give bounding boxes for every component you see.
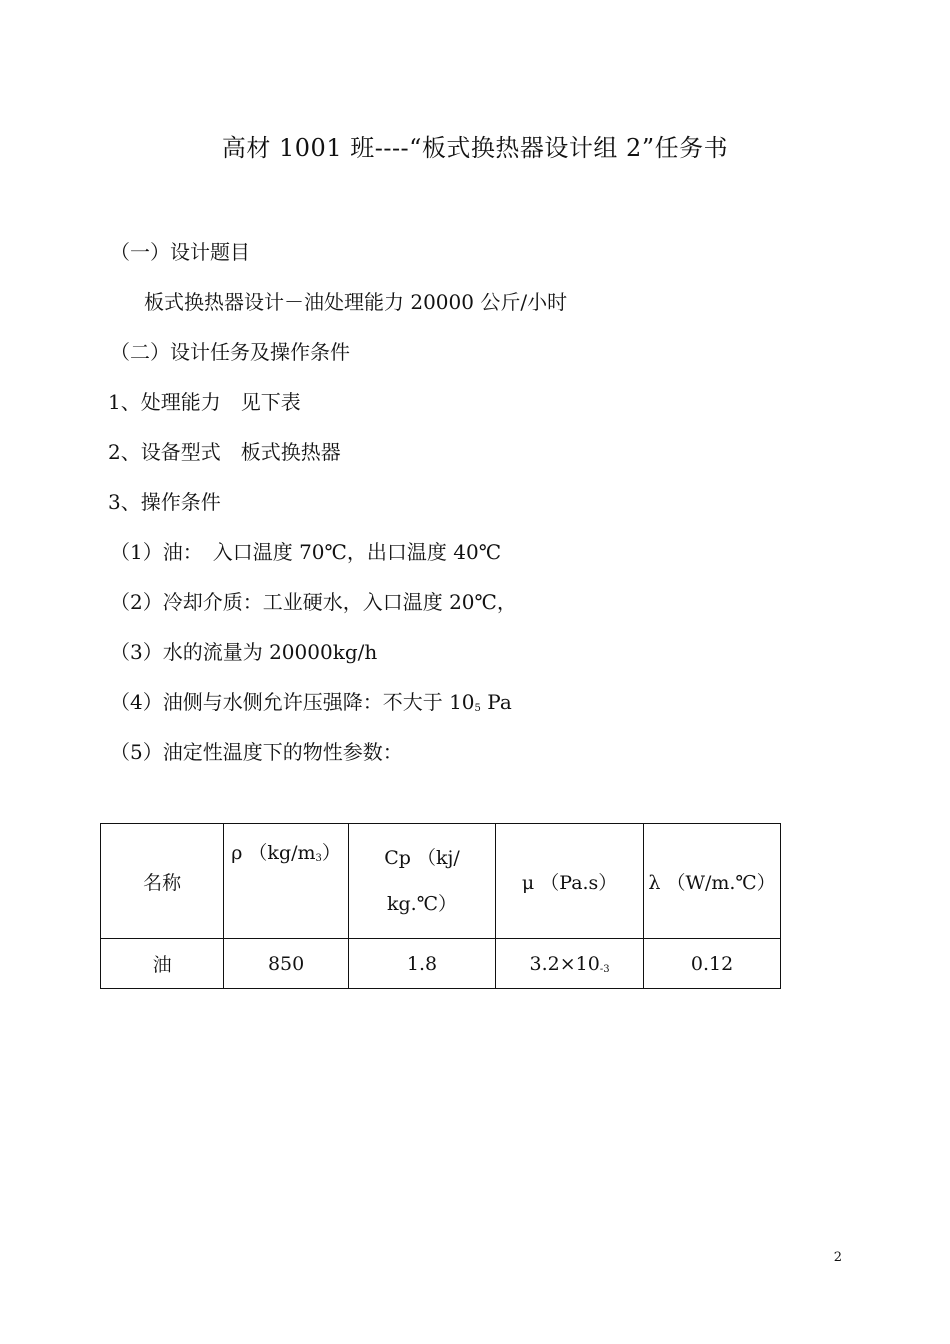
pressure-drop-unit: Pa [480, 690, 512, 714]
condition-oil: （1）油： 入口温度 70℃，出口温度 40℃ [110, 540, 502, 564]
condition-coolant: （2）冷却介质：工业硬水，入口温度 20℃， [110, 590, 517, 614]
section1-content: 板式换热器设计－油处理能力 20000 公斤/小时 [144, 290, 568, 314]
header-cp-line2: kg.℃） [386, 893, 457, 915]
pressure-drop-exponent: 5 [474, 703, 481, 714]
condition-water-flow: （3）水的流量为 20000kg/h [110, 640, 378, 664]
task-item-capacity: 1、处理能力 见下表 [108, 390, 301, 414]
cell-viscosity-base: 3.2×10 [529, 952, 600, 975]
header-density-close: ） [321, 842, 341, 864]
pressure-drop-text: （4）油侧与水侧允许压强降：不大于 10 [110, 690, 475, 714]
header-viscosity: μ （Pa.s） [496, 824, 644, 939]
header-density-sup: 3 [315, 853, 322, 864]
condition-properties: （5）油定性温度下的物性参数： [110, 740, 403, 764]
header-name: 名称 [101, 824, 224, 939]
task-item-conditions: 3、操作条件 [108, 490, 221, 514]
cell-cp: 1.8 [348, 939, 495, 989]
cell-conductivity: 0.12 [644, 939, 781, 989]
cell-name: 油 [101, 939, 224, 989]
section1-heading: （一）设计题目 [110, 240, 250, 264]
header-density-main: ρ （kg/m [231, 842, 316, 864]
condition-pressure-drop [110, 686, 512, 715]
cell-density: 850 [224, 939, 348, 989]
header-cp-line1: Cp （kj/ [384, 847, 460, 869]
header-density [224, 824, 348, 939]
header-cp [348, 824, 495, 939]
cell-viscosity [496, 939, 644, 989]
cell-viscosity-exp: -3 [599, 963, 610, 975]
properties-table [100, 823, 781, 989]
section2-heading: （二）设计任务及操作条件 [110, 340, 350, 364]
table-row [101, 939, 781, 989]
header-conductivity: λ （W/m.℃） [644, 824, 781, 939]
document-title: 高材 1001 班----“板式换热器设计组 2”任务书 [221, 134, 729, 162]
task-item-equipment: 2、设备型式 板式换热器 [108, 440, 341, 464]
table-header-row [101, 824, 781, 939]
page-number: 2 [833, 1250, 842, 1265]
